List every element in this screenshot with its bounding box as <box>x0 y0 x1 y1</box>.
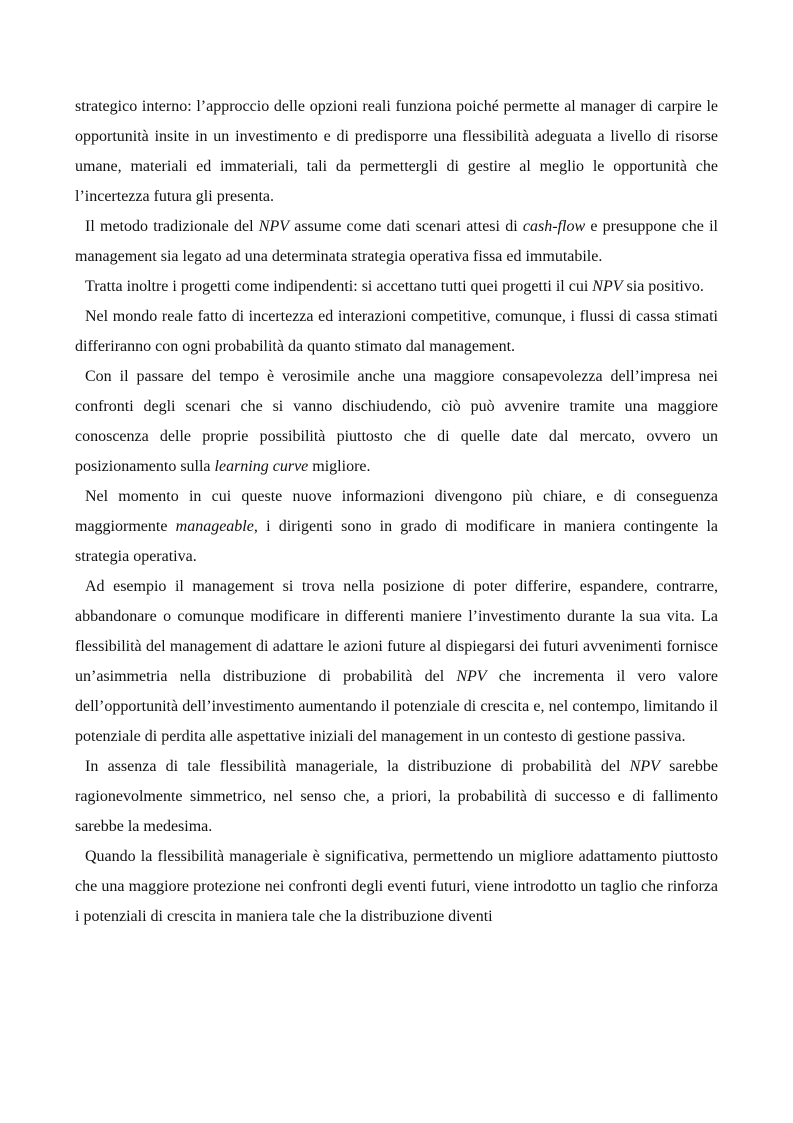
paragraph <box>75 92 718 212</box>
paragraph-text: Tratta inoltre i progetti come indipendenti: si accettano tutti quei progetti il cui <box>85 278 593 295</box>
paragraph <box>75 842 718 932</box>
italic-term: NPV <box>592 278 623 295</box>
italic-term: cash-flow <box>522 218 586 235</box>
paragraph-text: Con il passare del tempo è verosimile anche una maggiore consapevolezza dell’impresa nei confronti degli scenari che si vanno dischiudendo, ciò può avvenire tramite una maggiore conoscenza delle proprie possibilità piuttosto che di quelle date dal mercato, ovvero un posizionamento sulla <box>75 368 718 475</box>
italic-term: NPV <box>456 668 487 685</box>
paragraph <box>75 272 718 302</box>
paragraph-text: sarebbe ragionevolmente simmetrico, nel senso che, a priori, la probabilità di successo e di fallimento sarebbe la medesima. <box>75 758 718 835</box>
paragraph-text: e presuppone che il management sia legato ad una determinata strategia operativa fissa ed immutabile. <box>75 218 718 265</box>
paragraph <box>75 482 718 572</box>
paragraph-text: Nel momento in cui queste nuove informazioni divengono più chiare, e di conseguenza maggiormente <box>75 488 718 535</box>
italic-term: manageable <box>175 518 254 535</box>
paragraph-text: strategico interno: l’approccio delle opzioni reali funziona poiché permette al manager di carpire le opportunità insite in un investimento e di predisporre una flessibilità adeguata a livello di risorse umane, materiali ed immateriali, tali da permettergli di gestire al meglio le opportunità che l’incertezza futura gli presenta. <box>75 98 718 205</box>
paragraph <box>75 302 718 362</box>
paragraph-text: assume come dati scenari attesi di <box>288 218 523 235</box>
italic-term: NPV <box>629 758 660 775</box>
paragraph <box>75 212 718 272</box>
paragraph-text: In assenza di tale flessibilità manageriale, la distribuzione di probabilità del <box>85 758 630 775</box>
paragraph-text: Il metodo tradizionale del <box>85 218 259 235</box>
paragraph <box>75 362 718 482</box>
paragraph-text: che incrementa il vero valore dell’opportunità dell’investimento aumentando il potenziale di crescita e, nel contempo, limitando il potenziale di perdita alle aspettative iniziali del management in un contesto di gestione passiva. <box>75 668 718 745</box>
paragraph <box>75 752 718 842</box>
italic-term: learning curve <box>214 458 309 475</box>
body-text <box>75 92 718 932</box>
paragraph-text: Ad esempio il management si trova nella posizione di poter differire, espandere, contrarre, abbandonare o comunque modificare in differenti maniere l’investimento durante la sua vita. La flessibilità del management di adattare le azioni future al dispiegarsi dei futuri avvenimenti fornisce un’asimmetria nella distribuzione di probabilità del <box>75 578 718 685</box>
paragraph-text: sia positivo. <box>622 278 704 295</box>
paragraph <box>75 572 718 752</box>
paragraph-text: , i dirigenti sono in grado di modificare in maniera contingente la strategia operativa. <box>75 518 718 565</box>
paragraph-text: Quando la flessibilità manageriale è significativa, permettendo un migliore adattamento piuttosto che una maggiore protezione nei confronti degli eventi futuri, viene introdotto un taglio che rinforza i potenziali di crescita in maniera tale che la distribuzione diventi <box>75 848 718 925</box>
italic-term: NPV <box>258 218 289 235</box>
paragraph-text: Nel mondo reale fatto di incertezza ed interazioni competitive, comunque, i flussi di cassa stimati differiranno con ogni probabilità da quanto stimato dal management. <box>75 308 718 355</box>
paragraph-text: migliore. <box>308 458 371 475</box>
